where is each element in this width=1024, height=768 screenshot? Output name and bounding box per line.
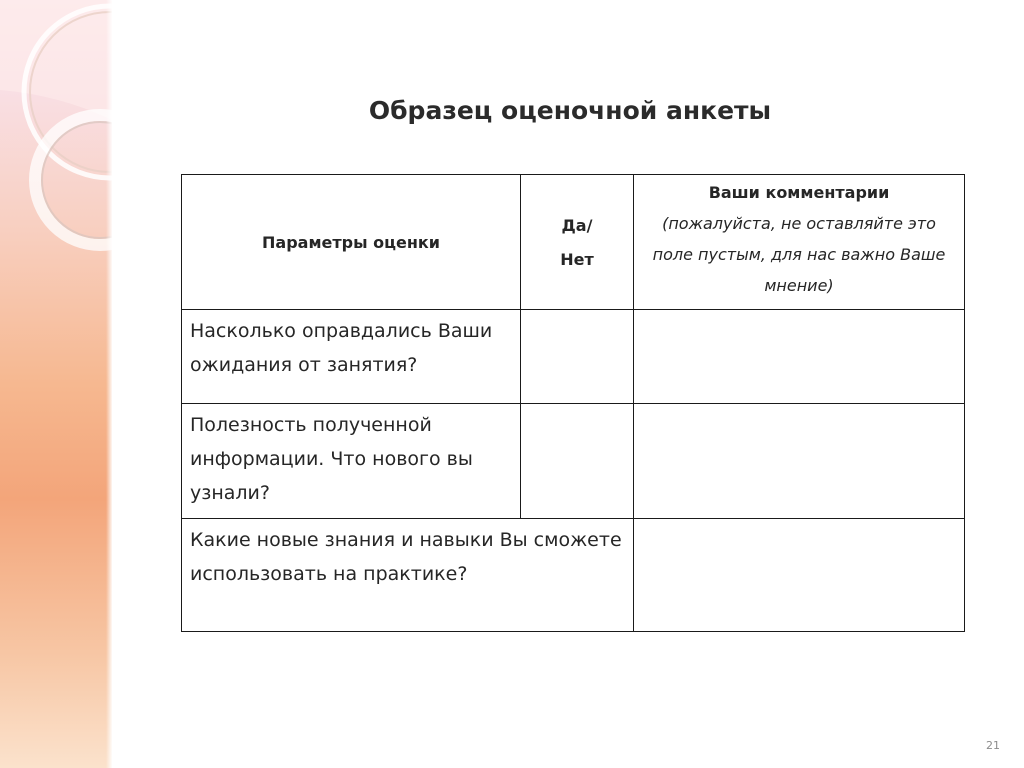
question-cell: Насколько оправдались Ваши ожидания от занятия? [182, 310, 521, 404]
comments-note: (пожалуйста, не оставляйте это поле пустым, для нас важно Ваше мнение) [652, 214, 946, 295]
header-no-label: Нет [560, 250, 594, 269]
comment-answer-cell[interactable] [634, 519, 965, 632]
table-row [182, 310, 965, 404]
yes-no-answer-cell[interactable] [521, 404, 634, 519]
slide-title: Образец оценочной анкеты [368, 96, 772, 125]
page-number: 21 [986, 739, 1000, 752]
question-cell: Какие новые знания и навыки Вы сможете использовать на практике? [182, 519, 634, 632]
survey-table [181, 174, 965, 632]
header-yes-no [521, 175, 634, 310]
comment-answer-cell[interactable] [634, 310, 965, 404]
comments-title: Ваши комментарии [708, 183, 890, 202]
decorative-rings [0, 0, 112, 768]
decorative-side-band [0, 0, 112, 768]
header-params: Параметры оценки [182, 175, 521, 310]
header-comments [634, 175, 965, 310]
comment-answer-cell[interactable] [634, 404, 965, 519]
table-header-row [182, 175, 965, 310]
yes-no-answer-cell[interactable] [521, 310, 634, 404]
table-row [182, 519, 965, 632]
header-yes-label: Да/ [561, 216, 593, 235]
question-cell: Полезность полученной информации. Что нового вы узнали? [182, 404, 521, 519]
table-row [182, 404, 965, 519]
